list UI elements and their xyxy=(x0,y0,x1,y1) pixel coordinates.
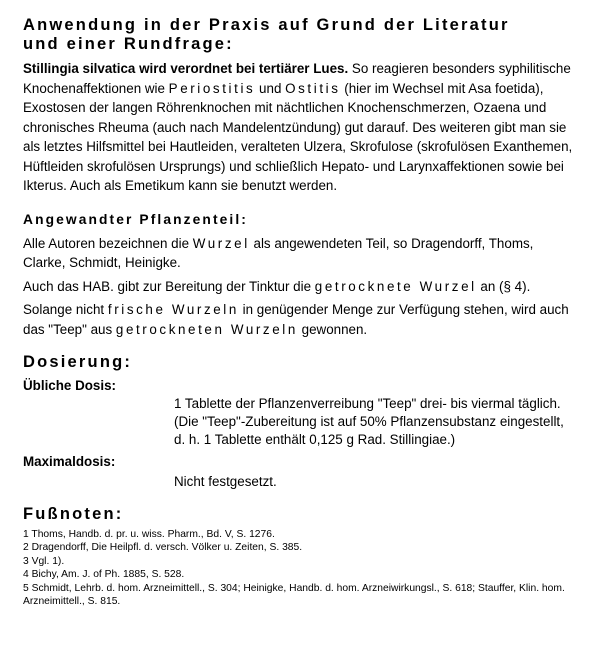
intro-text-3: (hier im Wechsel mit Asa foetida), Exostosen der langen Röhrenknochen mit nächtlichen Knochenschmerzen, Ozaena und chronisches Rheuma (auch nach Mandelentzündung) gut darauf. Des weiteren gibt man sie als letztes Hilfsmittel bei Hautleiden, veralteten Ulzera, Skrofulose (skrofulösen Exanthemen, Hüftleiden skrofulösen Ursprungs) und schließlich Hepato- und Larynxaffektionen sowie bei Ikterus. Auch als Emetikum kann sie benutzt werden. xyxy=(23,80,573,193)
footnote-5: 5 Schmidt, Lehrb. d. hom. Arzneimittell., S. 304; Heinigke, Handb. d. hom. Arzneiwirkungsl., S. 618; Stauffer, Klin. hom. Arzneimittell., S. 815. xyxy=(23,582,565,608)
section-title xyxy=(23,16,578,54)
usual-dose-note: (Die "Teep"-Zubereitung ist auf 50% Pflanzensubstanz eingestellt, d. h. 1 Tablette enthält 0,125 g Rad. Stillingiae.) xyxy=(174,414,564,447)
footnotes-list xyxy=(23,528,578,608)
usual-dose-label: Übliche Dosis: xyxy=(23,378,117,393)
pp3-term-frische-wurzeln: frische Wurzeln xyxy=(107,302,239,317)
footnote-4: 4 Bichy, Am. J. of Ph. 1885, S. 528. xyxy=(23,569,185,581)
section-title-line1: Anwendung in der Praxis auf Grund der Literatur xyxy=(23,16,510,34)
pp2-text-a: Auch das HAB. gibt zur Bereitung der Tinktur die xyxy=(23,278,315,294)
footnote-1: 1 Thoms, Handb. d. pr. u. wiss. Pharm., Bd. V, S. 1276. xyxy=(23,529,275,540)
usual-dose-value: 1 Tablette der Pflanzenverreibung "Teep" drei- bis viermal täglich. xyxy=(174,396,561,411)
pp3-text-a: Solange nicht xyxy=(23,302,108,317)
footnotes-heading: Fußnoten: xyxy=(23,505,124,523)
dosage-heading: Dosierung: xyxy=(23,353,133,371)
plant-part-paragraph-1 xyxy=(23,234,578,273)
pp3-term-getrockneten-wurzeln: getrockneten Wurzeln xyxy=(115,321,298,337)
pp2-term-getrocknete-wurzel: getrocknete Wurzel xyxy=(314,278,477,294)
intro-term-ostitis: Ostitis xyxy=(285,80,341,96)
pp1-term-wurzel: Wurzel xyxy=(192,235,250,251)
footnote-2: 2 Dragendorff, Die Heilpfl. d. versch. Völker u. Zeiten, S. 385. xyxy=(23,542,303,554)
footnote-3: 3 Vgl. 1). xyxy=(23,555,65,567)
intro-text-2: und xyxy=(255,80,286,96)
section-title-line2: und einer Rundfrage: xyxy=(23,35,234,53)
pp2-text-b: an (§ 4). xyxy=(476,278,531,294)
plant-part-heading: Angewandter Pflanzenteil: xyxy=(23,211,248,227)
max-dose-value: Nicht festgesetzt. xyxy=(174,474,277,489)
document-page xyxy=(23,16,578,608)
plant-part-paragraph-3 xyxy=(23,300,578,339)
intro-term-periostitis: Periostitis xyxy=(168,80,256,96)
pp3-text-c: gewonnen. xyxy=(297,321,368,337)
intro-bold-lead: Stillingia silvatica wird verordnet bei tertiärer Lues. xyxy=(23,61,349,76)
pp3-text-b: in genügender Menge zur Verfügung stehen, wird auch das "Teep" aus xyxy=(23,302,569,337)
intro-paragraph xyxy=(23,59,578,196)
max-dose-label: Maximaldosis: xyxy=(23,454,116,469)
pp1-text-a: Alle Autoren bezeichnen die xyxy=(23,235,193,251)
intro-text-1: So reagieren besonders syphilitische Knochenaffektionen wie xyxy=(23,61,571,96)
pp1-text-b: als angewendeten Teil, so Dragendorff, Thoms, Clarke, Schmidt, Heinigke. xyxy=(23,235,534,270)
plant-part-paragraph-2 xyxy=(23,277,578,297)
